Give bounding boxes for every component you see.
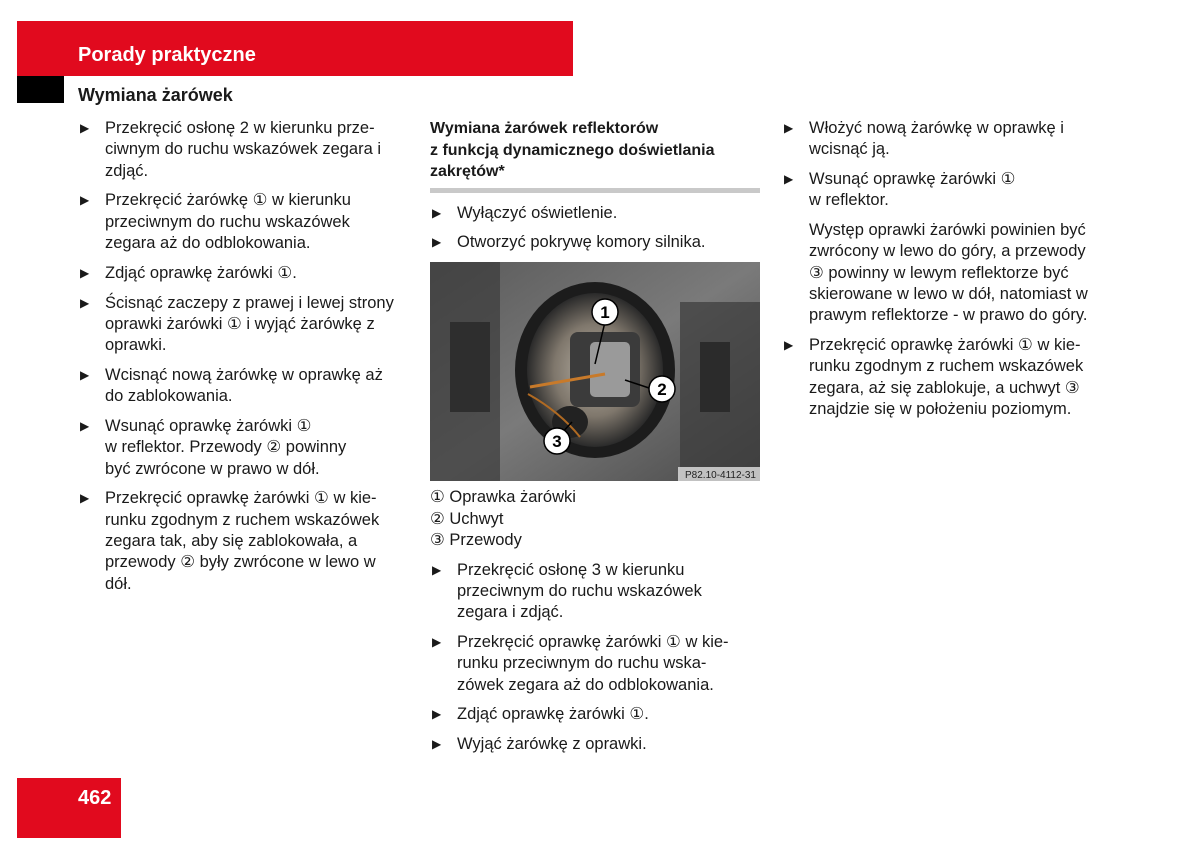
callout-3 xyxy=(544,428,570,454)
triangle-right-icon: ▶ xyxy=(80,193,90,208)
triangle-right-icon: ▶ xyxy=(80,121,90,135)
instruction-step: ▶ Wsunąć oprawkę żarówki ① w reflektor. xyxy=(784,170,1016,210)
triangle-right-icon: ▶ xyxy=(784,121,794,135)
legend-item: ① Oprawka żarówki xyxy=(430,488,576,507)
column-1 xyxy=(78,118,408,603)
svg-text:2: 2 xyxy=(657,380,667,400)
page-section-title: Porady praktyczne xyxy=(78,44,256,66)
instruction-step: ▶ Wyłączyć oświetlenie. xyxy=(430,203,760,224)
instruction-step: ▶ Przekręcić oprawkę żarówki ① w kie- runku zgodnym z ruchem wskazówek zegara, aż się zablokuje, a uchwyt ③ znajdzie się w położeniu poziomym. xyxy=(784,336,1084,419)
instruction-step: ▶ Wsunąć oprawkę żarówki ① w reflektor. Przewody ② powinny być zwrócone w prawo w dół. xyxy=(80,417,347,478)
instruction-step: ▶ Przekręcić osłonę 2 w kierunku prze- ciwnym do ruchu wskazówek zegara i zdjąć. xyxy=(80,119,382,180)
instruction-step: ▶ Wcisnąć nową żarówkę w oprawkę aż do zablokowania. xyxy=(80,365,383,406)
triangle-right-icon: ▶ xyxy=(432,737,442,752)
section-divider xyxy=(430,188,760,193)
headlamp-illustration xyxy=(430,262,760,481)
triangle-right-icon: ▶ xyxy=(80,295,90,310)
instruction-step: ▶ Otworzyć pokrywę komory silnika. xyxy=(430,232,760,253)
triangle-right-icon: ▶ xyxy=(80,419,90,434)
section-heading: Wymiana żarówek reflektorów z funkcją dynamicznego doświetlania zakrętów* xyxy=(430,120,715,180)
instruction-step: ▶ Przekręcić żarówkę ① w kierunku przeciwnym do ruchu wskazówek zegara aż do odblokowania. xyxy=(80,191,351,252)
triangle-right-icon: ▶ xyxy=(80,265,90,280)
instruction-step: ▶ Zdjąć oprawkę żarówki ①. xyxy=(78,263,408,284)
instruction-step: ▶ Przekręcić oprawkę żarówki ① w kie- runku zgodnym z ruchem wskazówek zegara tak, aby się zablokowała, a przewody ② były zwrócone w lewo w dół. xyxy=(80,489,380,593)
column-3 xyxy=(782,118,1122,429)
page-subsection-title: Wymiana żarówek xyxy=(78,85,233,105)
page-number: 462 xyxy=(78,787,112,809)
triangle-right-icon: ▶ xyxy=(784,172,794,187)
instruction-step: ▶ Przekręcić osłonę 3 w kierunku przeciwnym do ruchu wskazówek zegara i zdjąć. xyxy=(432,560,702,622)
svg-text:1: 1 xyxy=(600,303,610,323)
triangle-right-icon: ▶ xyxy=(432,562,442,577)
triangle-right-icon: ▶ xyxy=(80,367,90,382)
figure-code: P82.10-4112-31 xyxy=(685,470,756,482)
instruction-step: ▶ Włożyć nową żarówkę w oprawkę i wcisnąć ją. xyxy=(784,119,1064,159)
instruction-step: ▶ Zdjąć oprawkę żarówki ①. xyxy=(430,704,760,725)
svg-text:3: 3 xyxy=(552,432,562,452)
triangle-right-icon: ▶ xyxy=(432,205,442,220)
triangle-right-icon: ▶ xyxy=(432,707,442,722)
triangle-right-icon: ▶ xyxy=(784,338,794,353)
triangle-right-icon: ▶ xyxy=(80,491,90,506)
instruction-step: ▶ Przekręcić oprawkę żarówki ① w kie- runku przeciwnym do ruchu wska- zówek zegara aż do odblokowania. xyxy=(432,632,729,694)
legend-item: ③ Przewody xyxy=(430,531,522,550)
callout-1 xyxy=(592,299,618,325)
headlamp-photo xyxy=(430,262,760,481)
triangle-right-icon: ▶ xyxy=(432,235,442,250)
instruction-step: ▶ Wyjąć żarówkę z oprawki. xyxy=(430,734,760,755)
column-2 xyxy=(430,118,760,764)
triangle-right-icon: ▶ xyxy=(432,634,442,649)
instruction-step: ▶ Ścisnąć zaczepy z prawej i lewej strony oprawki żarówki ① i wyjąć żarówkę z oprawki. xyxy=(80,293,394,355)
instruction-note: Występ oprawki żarówki powinien być zwrócony w lewo do góry, a przewody ③ powinny w lewym reflektorze być skierowane w lewo w dół, natomiast w prawym reflektorze - w prawo do góry. xyxy=(809,221,1088,325)
callout-2 xyxy=(649,376,675,402)
legend-item: ② Uchwyt xyxy=(430,509,504,528)
subsection-marker xyxy=(17,76,64,103)
